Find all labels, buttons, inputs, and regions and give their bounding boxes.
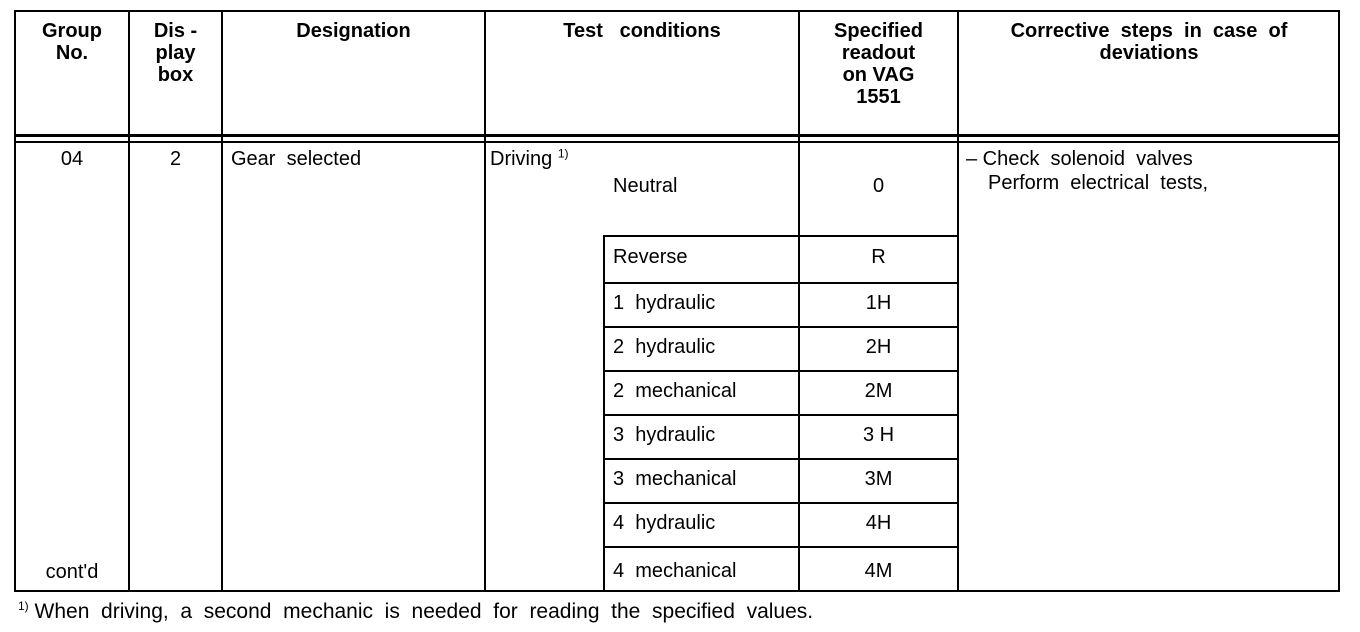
gear-condition: 4 hydraulic (613, 512, 716, 534)
gear-row-divider (603, 326, 958, 328)
gear-condition: Reverse (613, 246, 688, 268)
gear-readout: 1H (865, 292, 892, 314)
col-divider-display (221, 10, 223, 592)
gear-condition: 3 mechanical (613, 468, 737, 490)
gear-condition: Neutral (613, 175, 678, 197)
footnote (18, 600, 813, 624)
gear-row-divider (603, 502, 958, 504)
gear-readout: 0 (872, 175, 885, 197)
gear-row-divider (603, 546, 958, 548)
gear-readout: 2M (864, 380, 893, 402)
display-box-value: 2 (169, 148, 182, 170)
gear-readout: 2H (865, 336, 892, 358)
header-display-box: Dis - play box (153, 20, 198, 86)
header-group-no: Group No. (42, 20, 102, 64)
gear-row-divider (603, 414, 958, 416)
group-no-continued: cont'd (45, 561, 99, 583)
header-test-conditions: Test conditions (563, 20, 721, 42)
gear-readout: 4H (865, 512, 892, 534)
gear-condition: 4 mechanical (613, 560, 737, 582)
test-condition-value (490, 148, 568, 170)
col-divider-readout-right (957, 10, 959, 592)
gear-row-divider (603, 282, 958, 284)
col-divider-designation (484, 10, 486, 592)
col-divider-group (128, 10, 130, 592)
corrective-step-line: Perform electrical tests, (988, 172, 1209, 194)
corrective-step-line: – Check solenoid valves (966, 148, 1193, 170)
gear-readout: 4M (864, 560, 893, 582)
gear-readout: 3 H (862, 424, 895, 446)
header-rule-secondary (14, 141, 1340, 143)
gear-readout: R (871, 246, 886, 268)
gear-row-divider (603, 458, 958, 460)
gear-condition: 1 hydraulic (613, 292, 716, 314)
gear-row-divider (603, 370, 958, 372)
group-no-value: 04 (60, 148, 84, 170)
gear-condition: 2 mechanical (613, 380, 737, 402)
header-corrective-steps: Corrective steps in case of deviations (1010, 20, 1288, 64)
test-condition-footnote-ref: 1) (557, 146, 569, 161)
footnote-text: When driving, a second mechanic is needed for reading the specified values. (34, 600, 814, 623)
gear-condition: 2 hydraulic (613, 336, 716, 358)
header-rule (14, 134, 1340, 137)
gear-row-divider (603, 235, 958, 237)
header-designation: Designation (296, 20, 411, 42)
header-specified-readout: Specified readout on VAG 1551 (834, 20, 923, 108)
designation-value: Gear selected (231, 148, 362, 170)
footnote-mark: 1) (18, 599, 29, 613)
test-condition-text: Driving (490, 148, 553, 170)
gear-condition: 3 hydraulic (613, 424, 716, 446)
gear-readout: 3M (864, 468, 893, 490)
